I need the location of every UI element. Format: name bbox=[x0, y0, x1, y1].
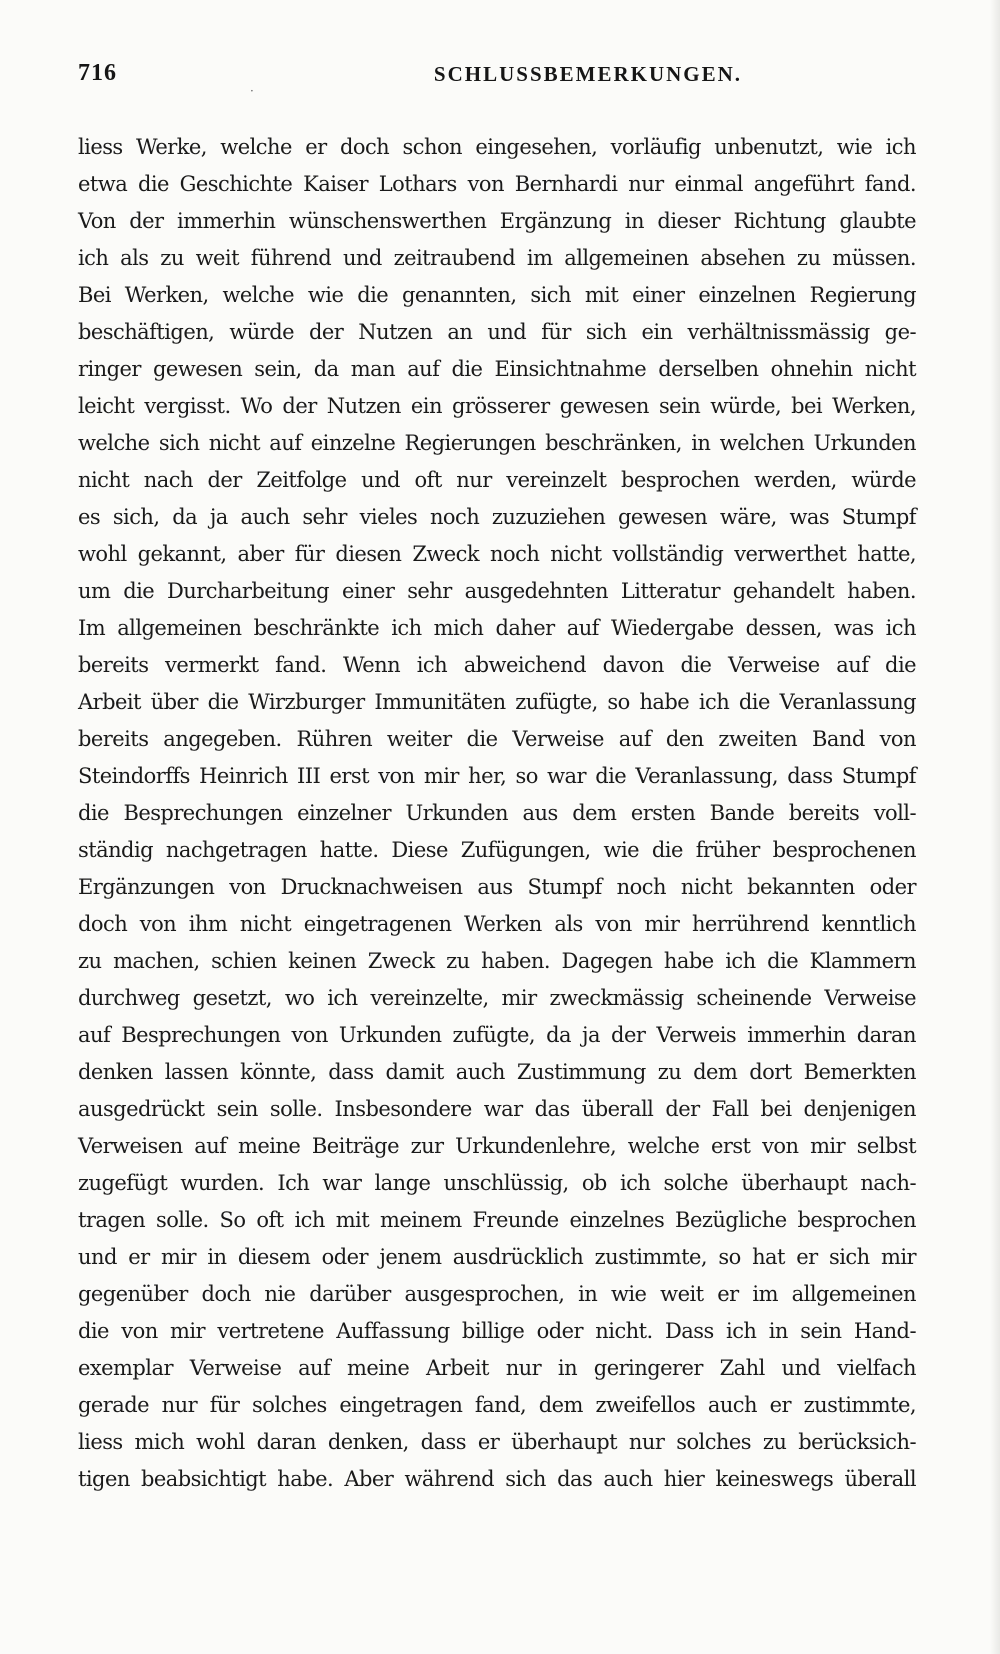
text-line: ständig nachgetragen hatte. Diese Zufügungen, wie die früher besprochenen bbox=[78, 838, 916, 862]
text-line: es sich, da ja auch sehr vieles noch zuzuziehen gewesen wäre, was Stumpf bbox=[78, 505, 916, 529]
text-line: zugefügt wurden. Ich war lange unschlüssig, ob ich solche überhaupt nach- bbox=[78, 1171, 916, 1195]
text-line: doch von ihm nicht eingetragenen Werken als von mir herrührend kenntlich bbox=[78, 912, 916, 936]
text-line: bereits vermerkt fand. Wenn ich abweichend davon die Verweise auf die bbox=[78, 653, 916, 677]
page-number: 716 bbox=[78, 60, 117, 86]
page-header bbox=[78, 54, 918, 98]
text-line: ringer gewesen sein, da man auf die Einsichtnahme derselben ohnehin nicht bbox=[78, 357, 916, 381]
text-line: denken lassen könnte, dass damit auch Zustimmung zu dem dort Bemerkten bbox=[78, 1060, 916, 1084]
text-line: bereits angegeben. Rühren weiter die Verweise auf den zweiten Band von bbox=[78, 727, 916, 751]
text-line: welche sich nicht auf einzelne Regierungen beschränken, in welchen Urkunden bbox=[78, 431, 916, 455]
text-line: gerade nur für solches eingetragen fand, dem zweifellos auch er zustimmte, bbox=[78, 1393, 916, 1417]
text-line: durchweg gesetzt, wo ich vereinzelte, mir zweckmässig scheinende Verweise bbox=[78, 986, 916, 1010]
text-line: ich als zu weit führend und zeitraubend im allgemeinen absehen zu müssen. bbox=[78, 246, 916, 270]
text-line: Im allgemeinen beschränkte ich mich daher auf Wiedergabe dessen, was ich bbox=[78, 616, 916, 640]
page-edge-shadow bbox=[990, 0, 1000, 1654]
text-line: exemplar Verweise auf meine Arbeit nur in geringerer Zahl und vielfach bbox=[78, 1356, 916, 1380]
text-line: beschäftigen, würde der Nutzen an und für sich ein verhältnissmässig ge- bbox=[78, 320, 916, 344]
text-line: Steindorffs Heinrich III erst von mir her, so war die Veranlassung, dass Stumpf bbox=[78, 764, 916, 788]
text-line: tigen beabsichtigt habe. Aber während sich das auch hier keineswegs überall bbox=[78, 1467, 916, 1491]
text-line: tragen solle. So oft ich mit meinem Freunde einzelnes Bezügliche besprochen bbox=[78, 1208, 916, 1232]
text-line: auf Besprechungen von Urkunden zufügte, da ja der Verweis immerhin daran bbox=[78, 1023, 916, 1047]
text-line: wohl gekannt, aber für diesen Zweck noch nicht vollständig verwerthet hatte, bbox=[78, 542, 916, 566]
text-line: die von mir vertretene Auffassung billige oder nicht. Dass ich in sein Hand- bbox=[78, 1319, 916, 1343]
text-line: um die Durcharbeitung einer sehr ausgedehnten Litteratur gehandelt haben. bbox=[78, 579, 916, 603]
text-line: etwa die Geschichte Kaiser Lothars von Bernhardi nur einmal angeführt fand. bbox=[78, 172, 916, 196]
text-line: ausgedrückt sein solle. Insbesondere war das überall der Fall bei denjenigen bbox=[78, 1097, 916, 1121]
text-line: nicht nach der Zeitfolge und oft nur vereinzelt besprochen werden, würde bbox=[78, 468, 916, 492]
text-line: liess mich wohl daran denken, dass er überhaupt nur solches zu berücksich- bbox=[78, 1430, 916, 1454]
text-line: Bei Werken, welche wie die genannten, sich mit einer einzelnen Regierung bbox=[78, 283, 916, 307]
print-speck: · bbox=[250, 84, 254, 98]
text-line: leicht vergisst. Wo der Nutzen ein grösserer gewesen sein würde, bei Werken, bbox=[78, 394, 916, 418]
text-line: Arbeit über die Wirzburger Immunitäten zufügte, so habe ich die Veranlassung bbox=[78, 690, 916, 714]
text-line: liess Werke, welche er doch schon eingesehen, vorläufig unbenutzt, wie ich bbox=[78, 135, 916, 159]
body-text bbox=[78, 129, 916, 1498]
text-line: die Besprechungen einzelner Urkunden aus dem ersten Bande bereits voll- bbox=[78, 801, 916, 825]
text-line: gegenüber doch nie darüber ausgesprochen, in wie weit er im allgemeinen bbox=[78, 1282, 916, 1306]
text-line: Von der immerhin wünschenswerthen Ergänzung in dieser Richtung glaubte bbox=[78, 209, 916, 233]
text-line: Ergänzungen von Drucknachweisen aus Stumpf noch nicht bekannten oder bbox=[78, 875, 916, 899]
text-line: Verweisen auf meine Beiträge zur Urkundenlehre, welche erst von mir selbst bbox=[78, 1134, 916, 1158]
text-line: zu machen, schien keinen Zweck zu haben. Dagegen habe ich die Klammern bbox=[78, 949, 916, 973]
text-line: und er mir in diesem oder jenem ausdrücklich zustimmte, so hat er sich mir bbox=[78, 1245, 916, 1269]
running-head: SCHLUSSBEMERKUNGEN. bbox=[433, 62, 743, 86]
